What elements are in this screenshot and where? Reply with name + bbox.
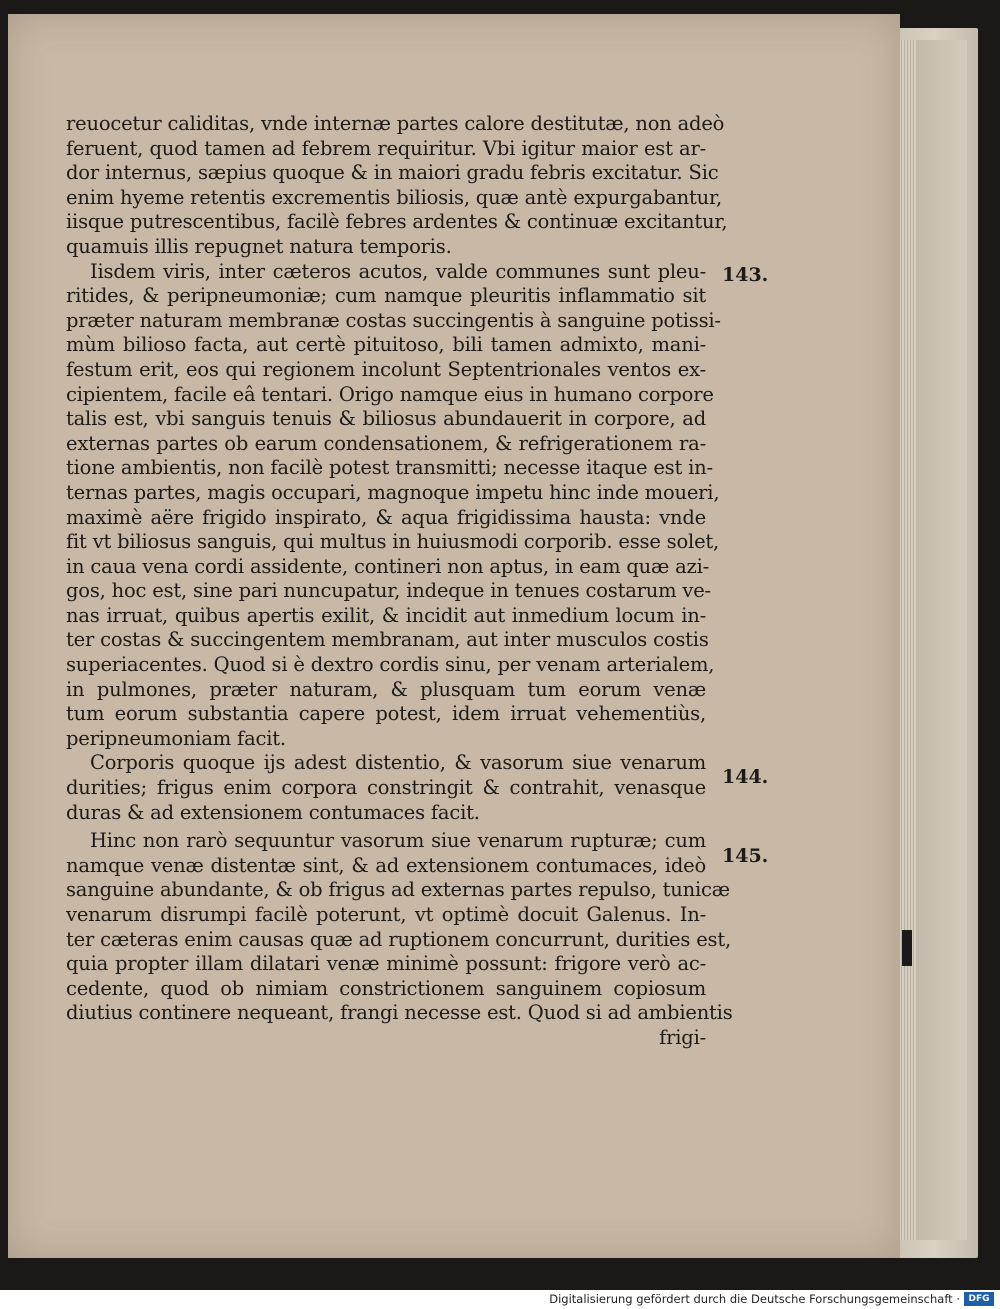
text-line: dor internus, sæpius quoque & in maiori gradu febris excitatur. Sic	[66, 161, 719, 185]
text-line: enim hyeme retentis excrementis biliosis, quæ antè expurgabantur,	[66, 185, 722, 209]
text-line: peripneumoniam facit.	[66, 726, 286, 750]
body-text	[66, 112, 733, 1051]
text-line: Corporis quoque ijs adest distentio, & vasorum siue venarum	[90, 751, 706, 775]
margin-number-143: 143.	[722, 264, 769, 286]
text-line: cipientem, facile eâ tentari. Origo namque eius in humano corpore	[66, 382, 714, 406]
page-marker	[902, 930, 912, 966]
text-line: nas irruat, quibus apertis exilit, & incidit aut inmedium locum in-	[66, 603, 706, 627]
text-line: fit vt biliosus sanguis, qui multus in huiusmodi corporib. esse solet,	[66, 530, 720, 554]
text-line: durities; frigus enim corpora constringit & contrahit, venasque	[66, 776, 706, 800]
footer-bar	[0, 1290, 1000, 1309]
text-line: præter naturam membranæ costas succingentis à sanguine potissi-	[66, 308, 721, 332]
text-line: namque venæ distentæ sint, & ad extensionem contumaces, ideò	[66, 853, 706, 877]
text-line: Hinc non rarò sequuntur vasorum siue venarum rupturæ; cum	[90, 829, 706, 853]
text-line: tione ambientis, non facilè potest transmitti; necesse itaque est in-	[66, 456, 713, 480]
text-line: superiacentes. Quod si è dextro cordis sinu, per venam arterialem,	[66, 653, 715, 677]
margin-number-145: 145.	[722, 845, 769, 867]
text-line: feruent, quod tamen ad febrem requiritur. Vbi igitur maior est ar-	[66, 136, 706, 160]
text-line: in pulmones, præter naturam, & plusquam tum eorum venæ	[66, 677, 706, 701]
text-line: talis est, vbi sanguis tenuis & biliosus abundauerit in corpore, ad	[66, 407, 706, 431]
text-line: maximè aëre frigido inspirato, & aqua frigidissima hausta: vnde	[66, 505, 706, 529]
margin-number-144: 144.	[722, 766, 769, 788]
text-line: venarum disrumpi facilè poterunt, vt optimè docuit Galenus. In-	[66, 903, 706, 926]
text-line: sanguine abundante, & ob frigus ad externas partes repulso, tunicæ	[66, 878, 730, 902]
text-line: in caua vena cordi assidente, contineri non aptus, in eam quæ azi-	[66, 554, 710, 578]
footer-credit: Digitalisierung gefördert durch die Deutsche Forschungsgemeinschaft ·	[549, 1292, 960, 1306]
text-line: externas partes ob earum condensationem, & refrigerationem ra-	[66, 431, 706, 455]
text-line: duras & ad extensionem contumaces facit.	[66, 800, 480, 824]
text-line: iisque putrescentibus, facilè febres ardentes & continuæ excitantur,	[66, 210, 728, 234]
text-line: mùm bilioso facta, aut certè pituitoso, bili tamen admixto, mani-	[66, 333, 706, 357]
text-line: Iisdem viris, inter cæteros acutos, valde communes sunt pleu-	[90, 259, 706, 283]
text-line: gos, hoc est, sine pari nuncupatur, indeque in tenues costarum ve-	[66, 579, 711, 603]
text-line: quia propter illam dilatari venæ minimè possunt: frigore verò ac-	[66, 952, 706, 976]
dfg-logo: DFG	[964, 1292, 994, 1306]
text-line: cedente, quod ob nimiam constrictionem sanguinem copiosum	[66, 976, 706, 1000]
text-line: ritides, & peripneumoniæ; cum namque pleuritis inflammatio sit	[66, 284, 706, 308]
text-line: diutius continere nequeant, frangi necesse est. Quod si ad ambientis	[66, 1001, 733, 1025]
text-line: reuocetur caliditas, vnde internæ partes calore destitutæ, non adeò	[66, 112, 725, 135]
text-line: tum eorum substantia capere potest, idem irruat vehementiùs,	[66, 702, 706, 726]
text-line: festum erit, eos qui regionem incolunt Septentrionales ventos ex-	[66, 357, 706, 381]
catchword: frigi-	[659, 1025, 706, 1049]
text-line: ter costas & succingentem membranam, aut inter musculos costis	[66, 628, 709, 652]
text-line: ter cæteras enim causas quæ ad ruptionem concurrunt, durities est,	[66, 927, 731, 951]
text-line: quamuis illis repugnet natura temporis.	[66, 234, 452, 258]
text-line: ternas partes, magis occupari, magnoque impetu hinc inde moueri,	[66, 480, 720, 504]
